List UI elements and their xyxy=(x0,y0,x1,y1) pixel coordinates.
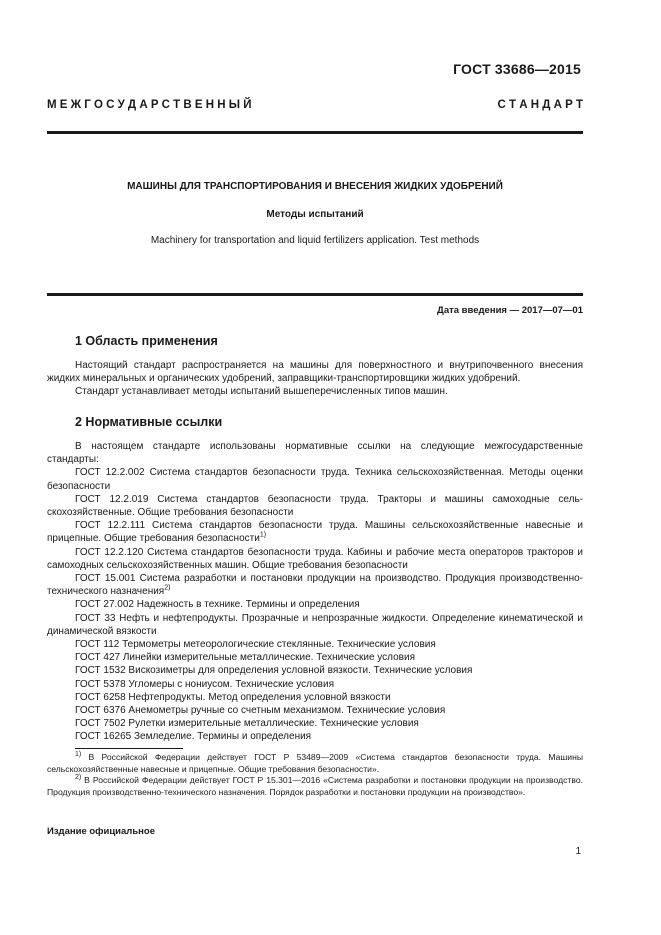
footnote xyxy=(47,775,583,798)
section-2-intro: В настоящем стандарте использованы нормативные ссылки на следующие межгосударственные стандарты: xyxy=(47,441,583,466)
section-2-body xyxy=(47,440,583,744)
footnote-text: В Российской Федерации действует ГОСТ Р 15.301—2016 «Система разработки и постановки продукции на производство. Продукция производственно-технического назначения. Порядок разработки и постановки продукции на производство». xyxy=(47,775,583,797)
reference-item: ГОСТ 427 Линейки измерительные металлические. Технические условия xyxy=(75,652,415,664)
reference-item: ГОСТ 27.002 Надежность в технике. Термины и определения xyxy=(75,599,360,611)
footnote-text: В Российской Федерации действует ГОСТ Р 53489—2009 «Система стандартов безопасности труда. Машины сельскохозяйственные навесные и прицепные. Общие требования безопасности». xyxy=(47,752,583,774)
document-subtitle: Методы испытаний xyxy=(266,209,364,220)
reference-item: ГОСТ 1532 Вискозиметры для определения условной вязкости. Технические условия xyxy=(75,665,473,677)
title-rule xyxy=(47,293,583,296)
section-1-heading: 1 Область применения xyxy=(75,334,218,348)
document-code: ГОСТ 33686—2015 xyxy=(453,61,581,77)
reference-item xyxy=(47,572,583,598)
reference-text: ГОСТ 12.2.111 Система стандартов безопасности труда. Машины сельскохозяйственные навесные и прицепные. Общие требования безопасности xyxy=(47,520,583,545)
standard-type-right: С Т А Н Д А Р Т xyxy=(497,99,583,111)
edition-label: Издание официальное xyxy=(47,826,155,837)
reference-item: ГОСТ 16265 Земледелие. Термины и определения xyxy=(75,731,312,743)
footnotes xyxy=(47,752,583,798)
standard-type-left: М Е Ж Г О С У Д А Р С Т В Е Н Н Ы Й xyxy=(47,99,252,111)
standard-type-banner xyxy=(47,99,583,111)
reference-item: ГОСТ 33 Нефть и нефтепродукты. Прозрачные и непрозрачные жидкости. Определение кинематической и динамической вязкости xyxy=(47,612,583,637)
document-title: МАШИНЫ ДЛЯ ТРАНСПОРТИРОВАНИЯ И ВНЕСЕНИЯ ЖИДКИХ УДОБРЕНИЙ xyxy=(127,181,503,192)
reference-item: ГОСТ 5378 Угломеры с нониусом. Технические условия xyxy=(75,678,334,690)
reference-item: ГОСТ 12.2.019 Система стандартов безопасности труда. Тракторы и машины самоходные сельскохозяйственные. Общие требования безопасности xyxy=(47,493,583,519)
reference-text: ГОСТ 15.001 Система разработки и постановки продукции на производство. Продукция производственно-технического назначения xyxy=(47,573,583,598)
reference-item xyxy=(47,519,583,545)
introduction-date: Дата введения — 2017—07—01 xyxy=(437,305,583,316)
reference-item: ГОСТ 112 Термометры метеорологические стеклянные. Технические условия xyxy=(75,639,436,651)
english-title: Machinery for transportation and liquid fertilizers application. Test methods xyxy=(150,235,480,246)
reference-item: ГОСТ 6258 Нефтепродукты. Метод определения условной вязкости xyxy=(75,691,391,703)
page-number: 1 xyxy=(575,846,581,857)
footnote-mark: 2) xyxy=(164,584,171,592)
footnote-separator xyxy=(75,748,183,749)
section-1-paragraph: Стандарт устанавливает методы испытаний вышеперечисленных типов машин. xyxy=(75,386,448,398)
footnote xyxy=(47,752,583,775)
footnote-mark: 1) xyxy=(75,751,82,759)
reference-item: ГОСТ 12.2.002 Система стандартов безопасности труда. Техника сельскохозяйственная. Методы оценки безопасности xyxy=(47,467,583,492)
footnote-mark: 1) xyxy=(259,532,267,540)
section-2-heading: 2 Нормативные ссылки xyxy=(75,415,223,429)
header-rule xyxy=(47,131,583,134)
reference-item: ГОСТ 12.2.120 Система стандартов безопасности труда. Кабины и рабочие места операторов тракторов и самоходных сельскохозяйственных машин. Общие требования безопасности xyxy=(47,546,583,571)
section-1-paragraph: Настоящий стандарт распространяется на машины для поверхностного и внутрипочвенного внесения жидких минеральных и органических удобрений, заправщики-транспортировщики жидких удобрений. xyxy=(47,360,583,385)
section-1-body xyxy=(47,359,583,399)
reference-item: ГОСТ 6376 Анемометры ручные со счетным механизмом. Технические условия xyxy=(75,705,446,717)
reference-item: ГОСТ 7502 Рулетки измерительные металлические. Технические условия xyxy=(75,718,419,730)
footnote-mark: 2) xyxy=(75,774,82,782)
